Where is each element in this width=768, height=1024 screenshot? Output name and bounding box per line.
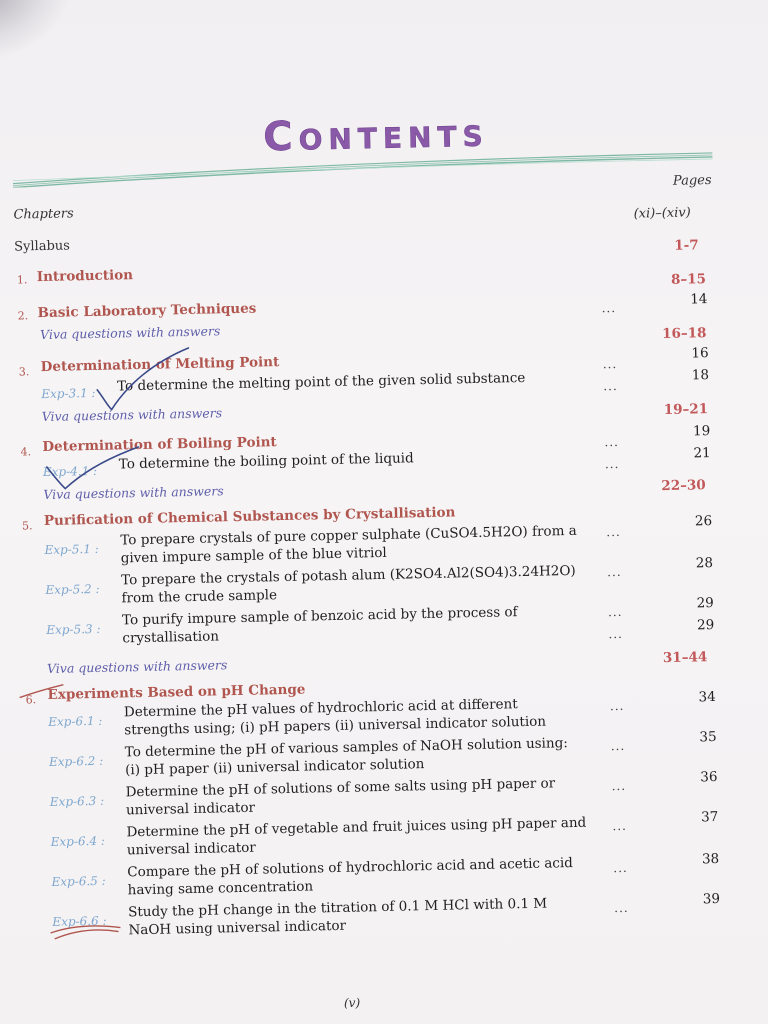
chapter-title[interactable]: Purification of Chemical Substances by Crystallisation	[43, 504, 456, 530]
experiment-title[interactable]: To prepare the crystals of potash alum (K2SO4.Al2(SO4)3.24H2O) from the crude sample	[121, 562, 576, 607]
leader-dots: ...	[602, 356, 618, 372]
experiment-title[interactable]: Determine the pH of vegetable and fruit juices using pH paper and universal indicator	[126, 814, 587, 859]
entry-page: 21	[693, 445, 711, 462]
chapter-title[interactable]: Introduction	[36, 267, 134, 286]
chapter-title[interactable]: Determination of Boiling Point	[42, 434, 277, 456]
entry-page: 14	[690, 291, 708, 308]
viva-entry[interactable]: Viva questions with answers	[43, 483, 224, 503]
experiment-title[interactable]: To purify impure sample of benzoic acid by the process of crystallisation	[121, 604, 518, 647]
pen-checkmark	[92, 344, 203, 416]
chapter-page-range: 16–18	[662, 325, 707, 343]
experiment-title[interactable]: To determine the pH of various samples of NaOH solution using: (i) pH paper (ii) universal indicator solution	[124, 735, 568, 779]
entry-page: 38	[701, 850, 720, 868]
entry-page: 28	[695, 555, 714, 572]
pen-checkmark	[42, 443, 153, 495]
page-title: Contents	[262, 109, 490, 161]
experiment-title[interactable]: To determine the melting point of the given solid substance	[116, 369, 526, 395]
chapter-title[interactable]: Determination of Melting Point	[40, 354, 280, 376]
leader-dots: ...	[609, 698, 625, 714]
pen-strike	[17, 683, 67, 707]
leader-dots: ...	[610, 738, 626, 754]
entry-page: 16	[691, 345, 709, 362]
experiment-title[interactable]: To determine the boiling point of the liquid	[118, 450, 414, 473]
entry-page: 29	[696, 595, 714, 612]
chapter-number: 6.	[25, 693, 37, 707]
chapters-column-header: Chapters	[13, 206, 74, 223]
entry-page: 34	[698, 689, 716, 706]
chapter-page-range: 19–21	[663, 401, 709, 419]
leader-dots: ...	[601, 301, 617, 316]
pages-column-header: Pages	[672, 172, 712, 189]
experiment-label: Exp-3.1 :	[41, 385, 96, 402]
chapter-page-range: 22–30	[661, 477, 706, 495]
chapter-number: 5.	[21, 519, 33, 533]
experiment-label: Exp-6.4 :	[50, 833, 106, 849]
experiment-label: Exp-5.3 :	[46, 621, 101, 638]
entry-page: 18	[691, 367, 710, 384]
entry-page: 19	[692, 423, 711, 440]
viva-entry[interactable]: Viva questions with answers	[39, 323, 221, 343]
leader-dots: ...	[603, 378, 618, 394]
experiment-label: Exp-6.5 :	[51, 873, 106, 889]
page-number: (v)	[344, 996, 361, 1010]
chapter-page-range: 8–15	[670, 271, 707, 288]
leader-dots: ...	[613, 860, 628, 876]
entry-page: 36	[700, 768, 718, 786]
chapter-title[interactable]: Basic Laboratory Techniques	[37, 300, 257, 322]
experiment-title[interactable]: Study the pH change in the titration of 0.1 M HCl with 0.1 M NaOH using universal indicator	[127, 895, 548, 939]
chapter-page-range: 1-7	[674, 237, 699, 254]
leader-dots: ...	[611, 778, 627, 794]
experiment-label: Exp-5.2 :	[45, 581, 100, 598]
chapter-title[interactable]: Experiments Based on pH Change	[47, 681, 306, 703]
syllabus-label: Syllabus	[14, 238, 71, 255]
experiment-label: Exp-5.1 :	[44, 541, 99, 558]
entry-page: 39	[702, 890, 721, 908]
chapter-page-range: 31–44	[662, 649, 708, 667]
leader-dots: ...	[606, 564, 622, 580]
leader-dots: ...	[604, 456, 620, 472]
chapter-number: 4.	[20, 445, 32, 459]
entry-page: 26	[694, 513, 713, 530]
chapter-number: 3.	[18, 365, 30, 379]
entry-page: 29	[696, 617, 715, 634]
leader-dots: ...	[612, 818, 628, 834]
experiment-title[interactable]: Compare the pH of solutions of hydrochloric acid and acetic acid having same concentration	[127, 855, 574, 899]
viva-entry[interactable]: Viva questions with answers	[41, 405, 223, 425]
viva-entry[interactable]: Viva questions with answers	[46, 657, 228, 677]
experiment-label: Exp-6.6 :	[52, 913, 107, 929]
leader-dots: ...	[606, 524, 621, 540]
syllabus-pages: (xi)–(xiv)	[633, 205, 691, 222]
leader-dots: ...	[607, 604, 623, 620]
leader-dots: ...	[614, 900, 629, 916]
pen-scribble	[48, 917, 128, 943]
experiment-label: Exp-6.1 :	[48, 713, 103, 729]
experiment-title[interactable]: Determine the pH values of hydrochloric acid at different strengths using; (i) pH papers (ii) universal indicator solution	[123, 696, 547, 739]
experiment-label: Exp-6.2 :	[48, 753, 104, 769]
entry-page: 37	[700, 808, 719, 826]
entry-page: 35	[699, 728, 717, 746]
experiment-title[interactable]: Determine the pH of solutions of some salts using pH paper or universal indicator	[125, 775, 556, 819]
leader-dots: ...	[608, 626, 624, 642]
chapter-number: 1.	[16, 273, 28, 287]
experiment-label: Exp-6.3 :	[49, 793, 105, 809]
chapter-number: 2.	[17, 309, 29, 323]
experiment-title[interactable]: To prepare crystals of pure copper sulphate (CuSO4.5H2O) from a given impure sample of the blue vitriol	[120, 522, 577, 567]
leader-dots: ...	[604, 434, 620, 450]
experiment-label: Exp-4.1 :	[42, 463, 98, 480]
